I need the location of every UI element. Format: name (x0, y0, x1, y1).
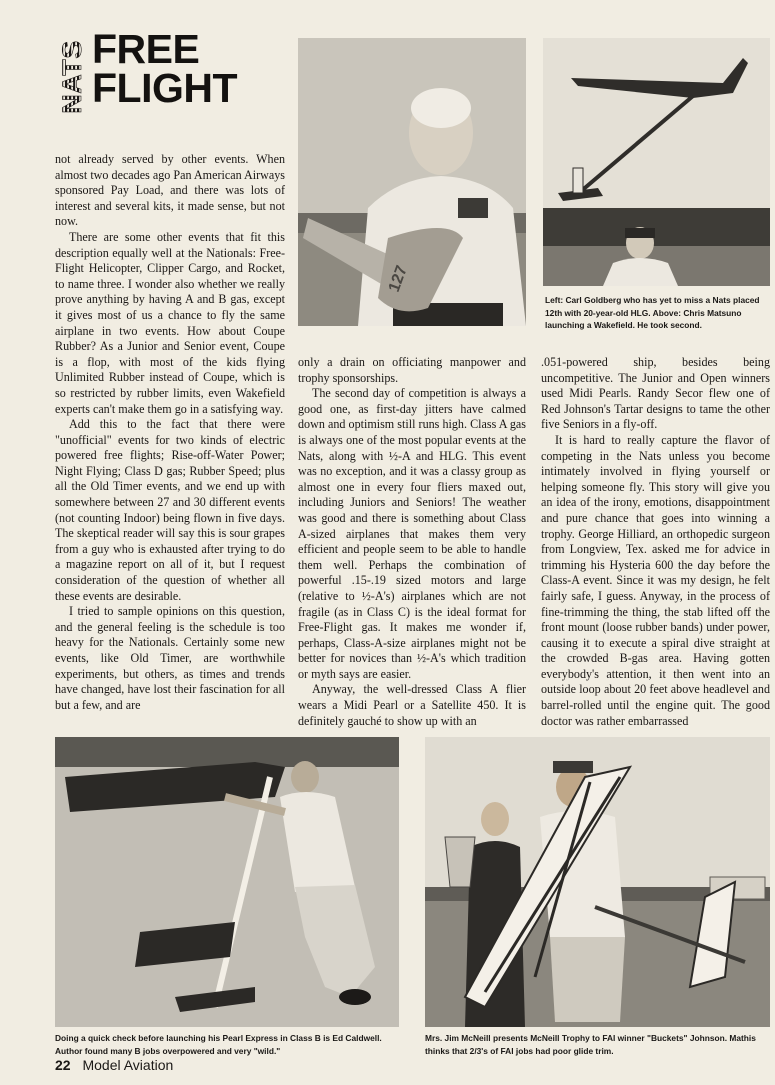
col1-paragraph: not already served by other events. When almost two decades ago Pan American Airways sponsored Pay Load, and there was lots of interest and several kits, it made sense, but not now. (55, 152, 285, 229)
col3-paragraph: It is hard to really capture the flavor of competing in the Nats unless you become intimately involved in flying yourself or helping someone fly. This story will give you an idea of the irony, emotions, disappointment and pure chance that goes into winning a trophy. George Hilliard, an orthopedic surgeon from Longview, Tex. asked me for advice in trimming his Hysteria 600 the day before the Class-A event. Since it was my design, he felt fairly safe, I guess. Anyway, in the process of fine-trimming the thing, the stab lifted off the front mount (loose rubber bands) under power, causing it to execute a spiral dive straight at the crowded B-gas area. Having gotten everybody's attention, it then went into an outside loop about 20 feet above headlevel and barrel-rolled until the engine quit. The good doctor was rather embarrassed (541, 432, 770, 728)
title-line-2: FLIGHT (92, 65, 238, 111)
nats-logo (55, 38, 89, 116)
glider-number: 127 (385, 263, 411, 295)
col2-paragraph: only a drain on officiating manpower and trophy sponsorships. (298, 355, 526, 385)
section-title (92, 26, 242, 111)
column-3 (541, 355, 770, 729)
column-2 (298, 355, 526, 729)
photo-carl-goldberg (298, 38, 526, 326)
photo-ed-caldwell (55, 737, 399, 1027)
page-number: 22 (55, 1057, 71, 1073)
nats-logo-text: NATS (57, 40, 87, 114)
magazine-name: Model Aviation (82, 1057, 174, 1073)
page-footer (55, 1057, 173, 1073)
caption-bottom-right: Mrs. Jim McNeill presents McNeill Trophy to FAI winner "Buckets" Johnson. Mathis thinks that 2/3's of FAI jobs had poor glide trim. (425, 1033, 756, 1056)
col1-paragraph: I tried to sample opinions on this question, and the general feeling is the schedule is too heavy for the Nationals. Certainly some new events, like Old Timer, are worthwhile experiments, but others, as times and trends have changed, have lost their fascination for all but a few, and are (55, 604, 285, 712)
col1-paragraph: Add this to the fact that there were "unofficial" events for two kinds of electric powered free flights; Rise-off-Water Power; Night Flying; Class D gas; Rubber Speed; plus all the Old Timer events, and we end up with somewhere between 27 and 30 different events (not counting Indoor) being flown in five days. The skeptical reader will say this is sour grapes from a guy who is exhausted after trying to do a magazine report on all of it, but I request consideration of the question of whether all these events are desirable. (55, 417, 285, 603)
col1-paragraph: There are some other events that fit this description equally well at the Nationals: Free-Flight Helicopter, Clipper Cargo, and Rocket, to name three. I wonder also whether we really prove anything by having A and B gas, except it gives most of us a chance to fly the same airplane in two events. How about Coupe Rubber? As a Junior and Senior event, Coupe is a flop, with most of the kids flying Unlimited Rubber instead of Coupe, which is so restricted by rubber limits, even Wakefield experts can't make them go in a satisfying way. (55, 229, 285, 416)
col2-paragraph: The second day of competition is always a good one, as first-day jitters have calmed down and optimism still runs high. Class A gas is always one of the most popular events at the Nats, along with ½-A and HLG. This event was no exception, and it was a classy group as almost one in every four fliers maxed out, including Juniors and Seniors! The weather was good and there is something about Class A-sized airplanes that makes them very efficient and people seem to be able to handle them well. Perhaps the combination of powerful .15-.19 sized motors and large (relative to ½-A's) airplanes which are not fragile (as in Class C) is the ideal format for Free-Flight gas. It makes me wonder if, perhaps, Class-A-size airplanes might not be better for novices than ½-A's which tradition or myth says are easier. (298, 386, 526, 681)
photo-wakefield-launch (543, 38, 770, 286)
column-1 (55, 152, 285, 713)
col3-paragraph: .051-powered ship, besides being uncompetitive. The Junior and Open winners used Midi Pearls. Randy Secor flew one of Red Johnson's Tartar designs to tame the other five Seniors in a fly-off. (541, 355, 770, 432)
caption-top-right: Left: Carl Goldberg who has yet to miss a Nats placed 12th with 20-year-old HLG. Above: Chris Matsuno launching a Wakefield. He took second. (545, 295, 760, 330)
caption-bottom-left: Doing a quick check before launching his Pearl Express in Class B is Ed Caldwell. Author found many B jobs overpowered and very "wild." (55, 1033, 382, 1056)
col2-paragraph: Anyway, the well-dressed Class A flier wears a Midi Pearl or a Satellite 450. It is definitely gauché to show up with an (298, 682, 526, 728)
title-line-1: FREE (92, 26, 200, 72)
photo-trophy-presentation (425, 737, 770, 1027)
